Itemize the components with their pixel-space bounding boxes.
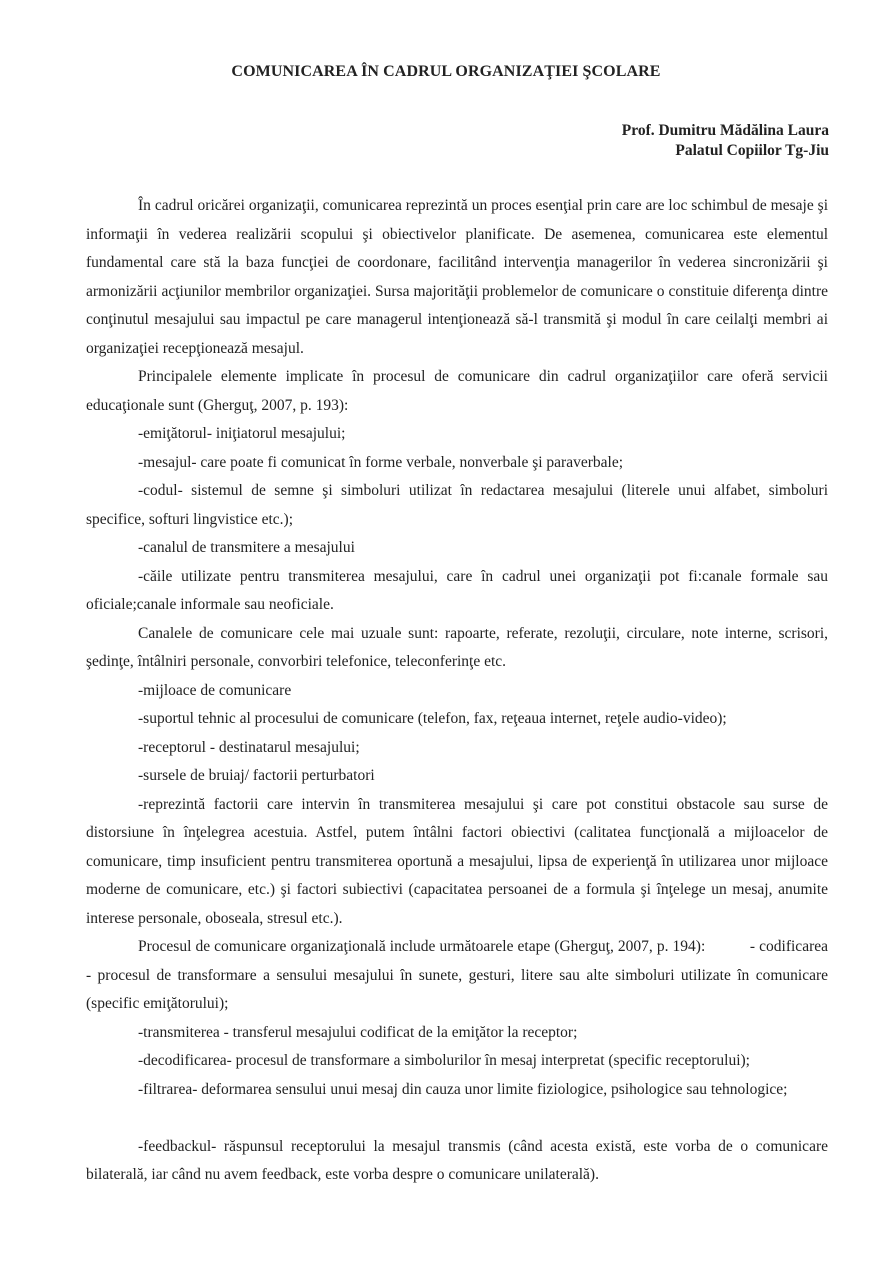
list-item-suportul: -suportul tehnic al procesului de comunicare (telefon, fax, reţeaua internet, reţele audio-video);	[138, 710, 727, 727]
blank-line	[86, 1104, 828, 1133]
list-item-emitator: -emiţătorul- iniţiatorul mesajului;	[138, 425, 346, 442]
document-body	[86, 192, 828, 1190]
document-title: COMUNICAREA ÎN CADRUL ORGANIZAŢIEI ŞCOLARE	[231, 63, 661, 80]
list-item-canalul: -canalul de transmitere a mesajului	[138, 539, 355, 556]
list-item-decodificarea: -decodificarea- procesul de transformare a simbolurilor în mesaj interpretat (specific receptorului);	[138, 1052, 750, 1069]
list-item-sursele-bruiaj: -sursele de bruiaj/ factorii perturbatori	[138, 767, 375, 784]
author-affiliation: Palatul Copiilor Tg-Jiu	[675, 142, 829, 159]
list-item-caile: -căile utilizate pentru transmiterea mesajului, care în cadrul unei organizaţii pot fi:canale formale sau oficiale;canale informale sau neoficiale.	[86, 567, 828, 613]
author-name: Prof. Dumitru Mădălina Laura	[621, 122, 829, 139]
paragraph-intro: În cadrul oricărei organizaţii, comunicarea reprezintă un proces esenţial prin care are loc schimbul de mesaje şi informaţii în vederea realizării scopului şi obiectivelor planificate. De asemenea, comunicarea este elementul fundamental care stă la baza funcţiei de coordonare, facilitând intervenţia managerilor în vederea sincronizării şi armonizării acţiunilor membrilor organizaţiei. Sursa majorităţii problemelor de comunicare o constituie diferenţa dintre conţinutul mesajului sau impactul pe care managerul intenţionează să-l transmită şi modul în care ceilalţi membri ai organizaţiei recepţionează mesajul.	[86, 197, 828, 357]
paragraph-elements-intro: Principalele elemente implicate în procesul de comunicare din cadrul organizaţiilor care oferă servicii educaţionale sunt (Gherguţ, 2007, p. 193):	[86, 368, 828, 414]
list-item-feedbackul: -feedbackul- răspunsul receptorului la mesajul transmis (când acesta există, este vorba de o comunicare bilaterală, iar când nu avem feedback, este vorba despre o comunicare unilaterală).	[86, 1137, 828, 1183]
paragraph-factori: -reprezintă factorii care intervin în transmiterea mesajului şi care pot constitui obstacole sau surse de distorsiune în înţelegrea acestuia. Astfel, putem întâlni factori obiectivi (calitatea funcţională a mijloacelor de comunicare, timp insuficient pentru transmiterea oportună a mesajului, lipsa de experienţă în utilizarea unor mijloace moderne de comunicare, etc.) şi factori subiectivi (capacitatea persoanei de a formula şi înţelege un mesaj, anumite interese personale, oboseala, stresul etc.).	[86, 795, 828, 927]
author-block	[622, 121, 829, 161]
list-item-filtrarea: -filtrarea- deformarea sensului unui mesaj din cauza unor limite fiziologice, psihologice sau tehnologice;	[138, 1080, 788, 1098]
paragraph-etape-codificarea: Procesul de comunicare organizaţională include următoarele etape (Gherguţ, 2007, p. 194): - codificarea - procesul de transformare a sensului mesajului în sunete, gesturi, litere sau alte simboluri utilizate în comunicare (specific emiţătorului);	[86, 938, 828, 1012]
paragraph-canale-uzuale: Canalele de comunicare cele mai uzuale sunt: rapoarte, referate, rezoluţii, circulare, note interne, scrisori, şedinţe, întâlniri personale, convorbiri telefonice, teleconferinţe etc.	[86, 624, 828, 670]
list-item-codul: -codul- sistemul de semne şi simboluri utilizat în redactarea mesajului (literele unui alfabet, simboluri specifice, softuri lingvistice etc.);	[86, 482, 828, 528]
list-item-receptorul: -receptorul - destinatarul mesajului;	[138, 738, 360, 756]
list-item-transmiterea: -transmiterea - transferul mesajului codificat de la emiţător la receptor;	[138, 1023, 578, 1041]
list-item-mijloace: -mijloace de comunicare	[138, 681, 292, 699]
list-item-mesajul: -mesajul- care poate fi comunicat în forme verbale, nonverbale şi paraverbale;	[138, 453, 624, 471]
